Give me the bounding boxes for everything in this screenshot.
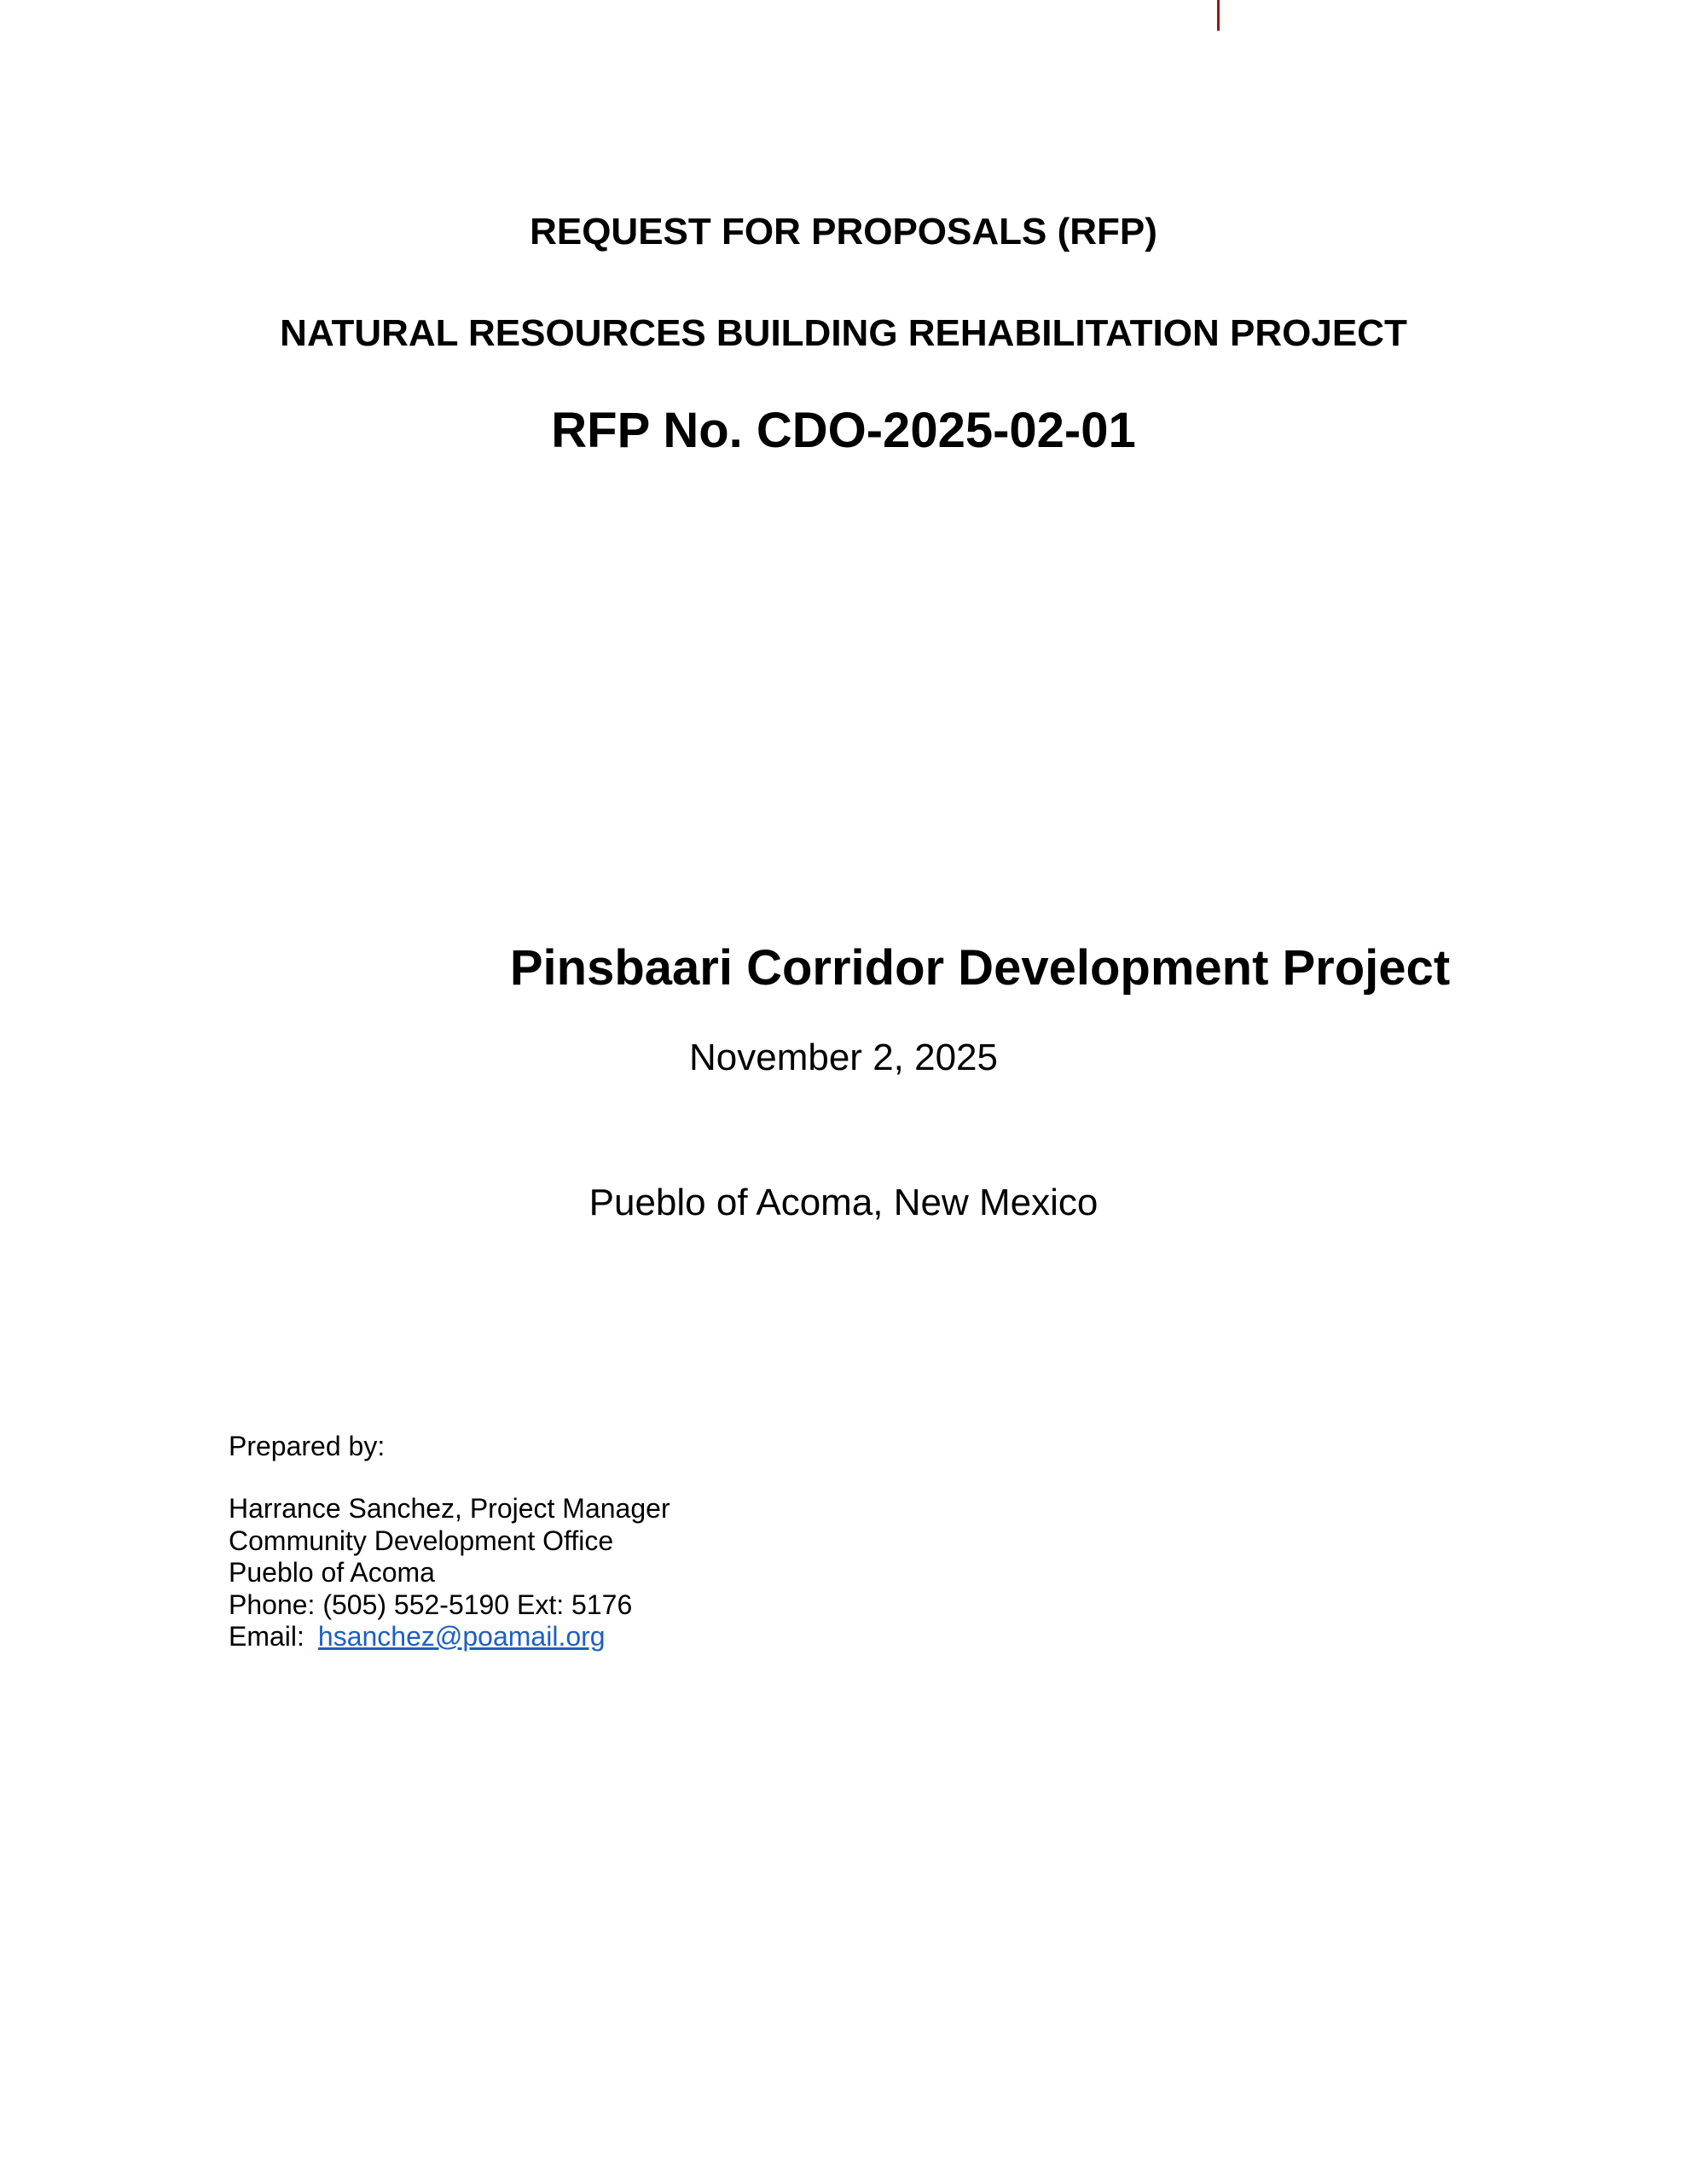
margin-mark [1217,0,1220,31]
project-title: Pinsbaari Corridor Development Project [509,940,1451,996]
contact-email-row [229,1621,670,1653]
document-location: Pueblo of Acoma, New Mexico [588,1182,1099,1223]
contact-name-title: Harrance Sanchez, Project Manager [229,1493,670,1524]
contact-office: Community Development Office [229,1525,614,1556]
rfp-heading: REQUEST FOR PROPOSALS (RFP) [530,211,1157,253]
document-date: November 2, 2025 [689,1037,998,1078]
contact-organization: Pueblo of Acoma [229,1557,435,1588]
project-heading: NATURAL RESOURCES BUILDING REHABILITATION PROJECT [280,312,1407,354]
contact-phone: Phone: (505) 552-5190 Ext: 5176 [229,1589,633,1620]
rfp-number: RFP No. CDO-2025-02-01 [551,403,1136,458]
email-link[interactable]: hsanchez@poamail.org [317,1621,606,1652]
contact-block [229,1493,670,1653]
email-label: Email: [229,1621,304,1652]
prepared-by-label: Prepared by: [229,1431,386,1461]
